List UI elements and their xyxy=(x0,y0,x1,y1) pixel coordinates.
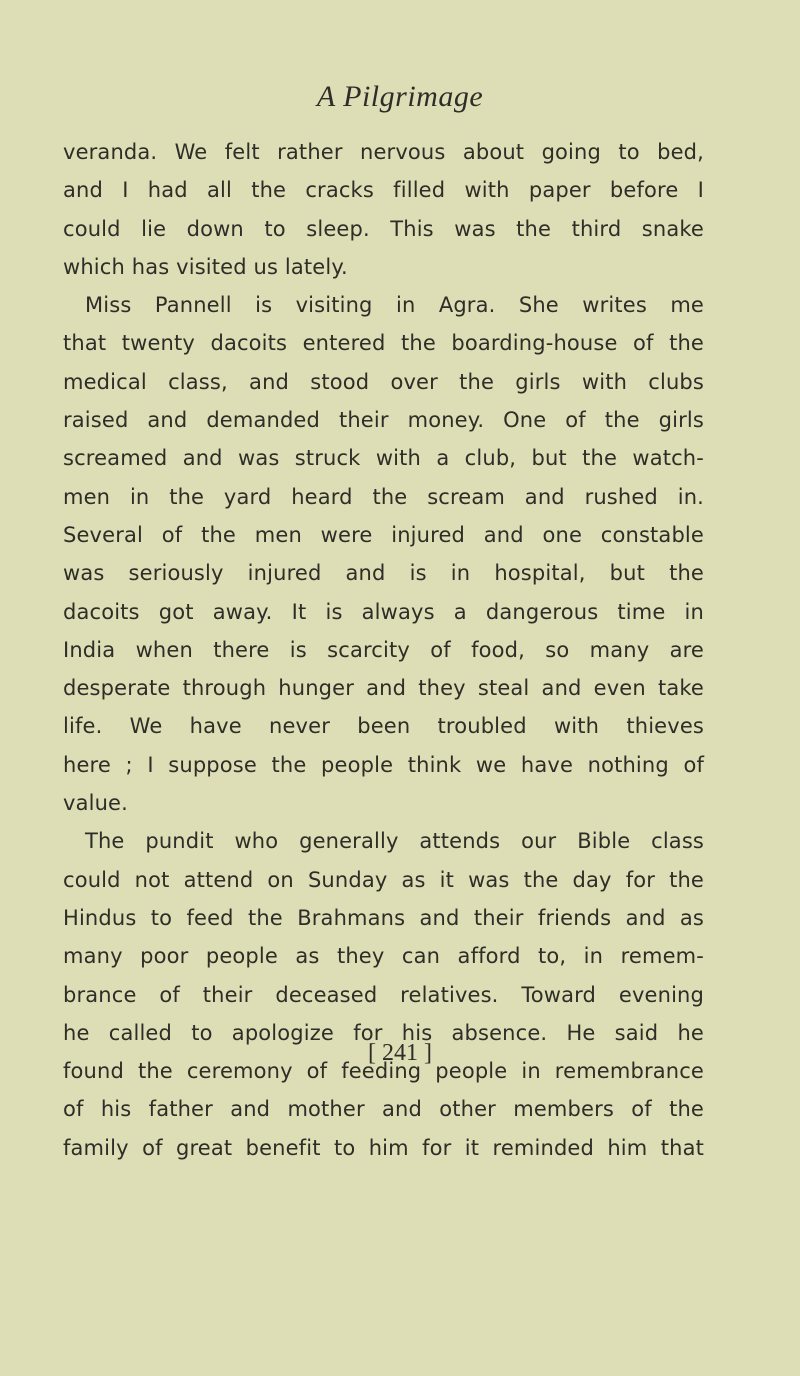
text-line: screamed and was struck with a club, but the watch- xyxy=(63,446,704,471)
text-line: India when there is scarcity of food, so many are xyxy=(63,637,704,662)
text-line: could lie down to sleep. This was the third snake xyxy=(63,216,704,241)
text-line: men in the yard heard the scream and rushed in. xyxy=(63,484,704,509)
text-line: family of great benefit to him for it reminded him that xyxy=(63,1135,704,1160)
text-line: raised and demanded their money. One of the girls xyxy=(63,408,704,433)
running-head: A Pilgrimage xyxy=(316,80,484,113)
text-line: found the ceremony of feeding people in remembrance xyxy=(63,1059,704,1084)
page-number: [ 241 ] xyxy=(368,1040,432,1066)
body-text xyxy=(63,133,704,1167)
text-line: life. We have never been troubled with thieves xyxy=(63,714,704,739)
text-line: veranda. We felt rather nervous about going to bed, xyxy=(63,140,704,164)
text-line: many poor people as they can afford to, in remem- xyxy=(63,944,704,969)
text-line: value. xyxy=(63,791,128,816)
text-line: that twenty dacoits entered the boarding-house of the xyxy=(63,331,704,356)
text-line: Several of the men were injured and one constable xyxy=(63,522,704,547)
text-line: was seriously injured and is in hospital, but the xyxy=(63,561,704,586)
text-line: medical class, and stood over the girls with clubs xyxy=(63,369,704,394)
text-line: could not attend on Sunday as it was the day for the xyxy=(63,867,704,892)
text-line: The pundit who generally attends our Bible class xyxy=(85,829,704,854)
text-line: dacoits got away. It is always a dangerous time in xyxy=(63,599,704,624)
text-line: Hindus to feed the Brahmans and their friends and as xyxy=(63,905,704,930)
text-line: Miss Pannell is visiting in Agra. She writes me xyxy=(85,293,704,318)
text-line: of his father and mother and other members of the xyxy=(63,1097,704,1122)
text-line: and I had all the cracks filled with paper before I xyxy=(63,178,704,203)
text-line: desperate through hunger and they steal and even take xyxy=(63,676,704,701)
text-line: here ; I suppose the people think we have nothing of xyxy=(63,752,704,777)
text-line: which has visited us lately. xyxy=(63,254,348,279)
text-line: he called to apologize for his absence. He said he xyxy=(63,1020,704,1045)
text-line: brance of their deceased relatives. Toward evening xyxy=(63,982,704,1007)
